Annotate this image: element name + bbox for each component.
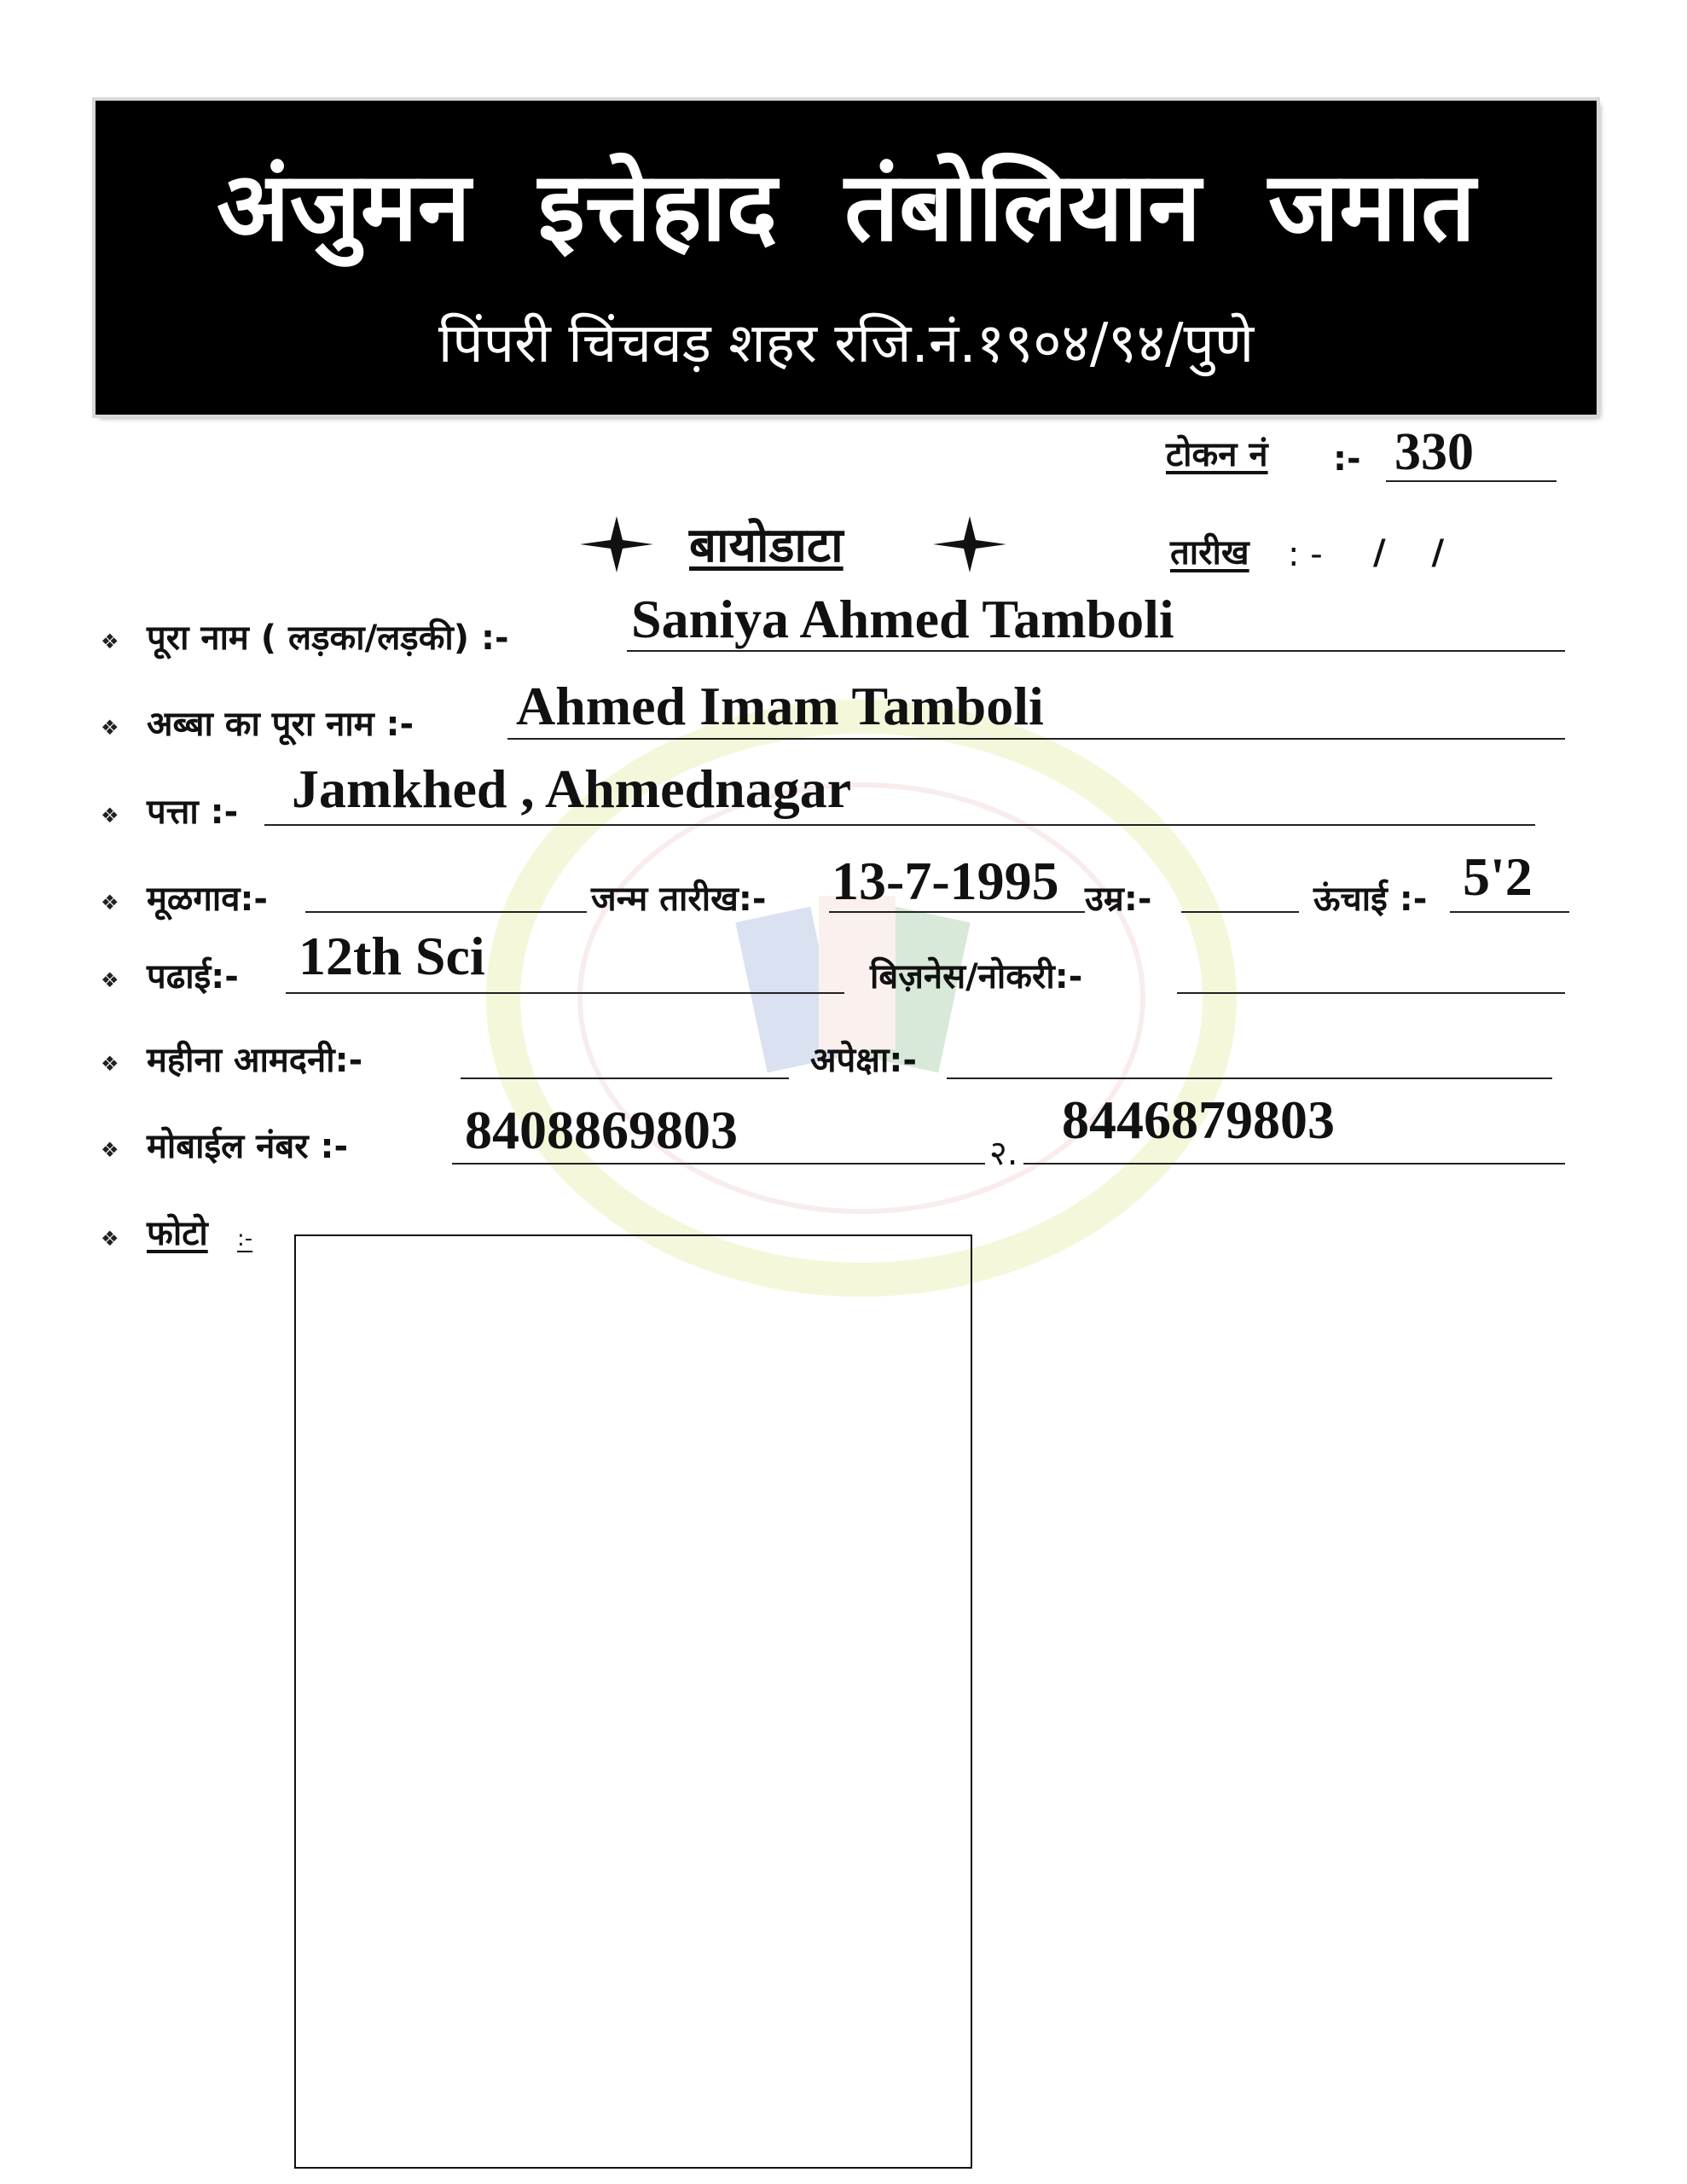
bullet-icon: ❖ bbox=[101, 1138, 119, 1162]
left-star-icon bbox=[578, 514, 655, 574]
full-name-line bbox=[627, 650, 1565, 652]
mobile-2-line bbox=[1023, 1163, 1565, 1165]
full-name-label: पूरा नाम ( लड़का/लड़की) :- bbox=[147, 619, 509, 658]
native-place-line bbox=[305, 911, 587, 913]
organization-subtitle: पिंपरी चिंचवड़ शहर रजि.नं.१९०४/९४/पुणे bbox=[438, 312, 1255, 375]
bullet-icon: ❖ bbox=[101, 630, 119, 653]
business-job-line bbox=[1177, 992, 1565, 994]
expectation-line bbox=[947, 1077, 1552, 1079]
bullet-icon: ❖ bbox=[101, 716, 119, 740]
height-label: ऊंचाई :- bbox=[1313, 880, 1428, 919]
mobile-line bbox=[452, 1163, 985, 1165]
birth-date-value: 13-7-1995 bbox=[832, 851, 1059, 911]
education-label: पढाई:- bbox=[147, 957, 239, 996]
biodata-heading: बायोडाटा bbox=[689, 518, 844, 573]
token-label: टोकन नं bbox=[1166, 435, 1268, 474]
organization-title: अंजुमन इत्तेहाद तंबोलियान जमात bbox=[217, 152, 1475, 263]
age-line bbox=[1181, 911, 1299, 913]
father-name-line bbox=[507, 738, 1565, 740]
native-place-label: मूळगाव:- bbox=[147, 880, 269, 919]
education-line bbox=[286, 992, 844, 994]
date-value: / / bbox=[1373, 533, 1445, 572]
height-value: 5'2 bbox=[1463, 846, 1533, 907]
date-separator: : - bbox=[1288, 535, 1323, 574]
bullet-icon: ❖ bbox=[101, 891, 119, 915]
full-name-value: Saniya Ahmed Tamboli bbox=[631, 589, 1174, 649]
age-label: उम्र:- bbox=[1085, 880, 1152, 919]
header-banner bbox=[96, 101, 1597, 415]
education-value: 12th Sci bbox=[299, 926, 485, 986]
photo-separator: :- bbox=[237, 1226, 253, 1252]
bullet-icon: ❖ bbox=[101, 1052, 119, 1076]
address-label: पत्ता :- bbox=[147, 793, 239, 832]
token-underline bbox=[1386, 480, 1557, 482]
business-job-label: बिज़नेस/नोकरी:- bbox=[870, 957, 1083, 996]
monthly-income-label: महीना आमदनी:- bbox=[147, 1041, 363, 1080]
token-value: 330 bbox=[1394, 423, 1474, 481]
mobile-value: 8408869803 bbox=[465, 1100, 738, 1160]
expectation-label: अपेक्षा:- bbox=[810, 1041, 917, 1080]
photo-box bbox=[294, 1234, 972, 2169]
right-star-icon bbox=[931, 514, 1008, 574]
address-line bbox=[264, 824, 1535, 826]
bullet-icon: ❖ bbox=[101, 1227, 119, 1251]
photo-label: फोटो bbox=[147, 1214, 208, 1253]
token-separator: :- bbox=[1333, 439, 1361, 479]
father-name-label: अब्बा का पूरा नाम :- bbox=[147, 705, 415, 744]
bullet-icon: ❖ bbox=[101, 804, 119, 828]
date-label: तारीख bbox=[1170, 533, 1249, 572]
mobile-label: मोबाईल नंबर :- bbox=[147, 1127, 349, 1166]
bullet-icon: ❖ bbox=[101, 968, 119, 992]
birth-date-line bbox=[829, 911, 1085, 913]
height-line bbox=[1450, 911, 1569, 913]
mobile-2-label: २. bbox=[989, 1134, 1018, 1173]
address-value: Jamkhed , Ahmednagar bbox=[292, 758, 852, 819]
monthly-income-line bbox=[461, 1077, 789, 1079]
birth-date-label: जन्म तारीख:- bbox=[591, 880, 767, 919]
father-name-value: Ahmed Imam Tamboli bbox=[516, 676, 1044, 736]
mobile-2-value: 8446879803 bbox=[1062, 1089, 1335, 1150]
